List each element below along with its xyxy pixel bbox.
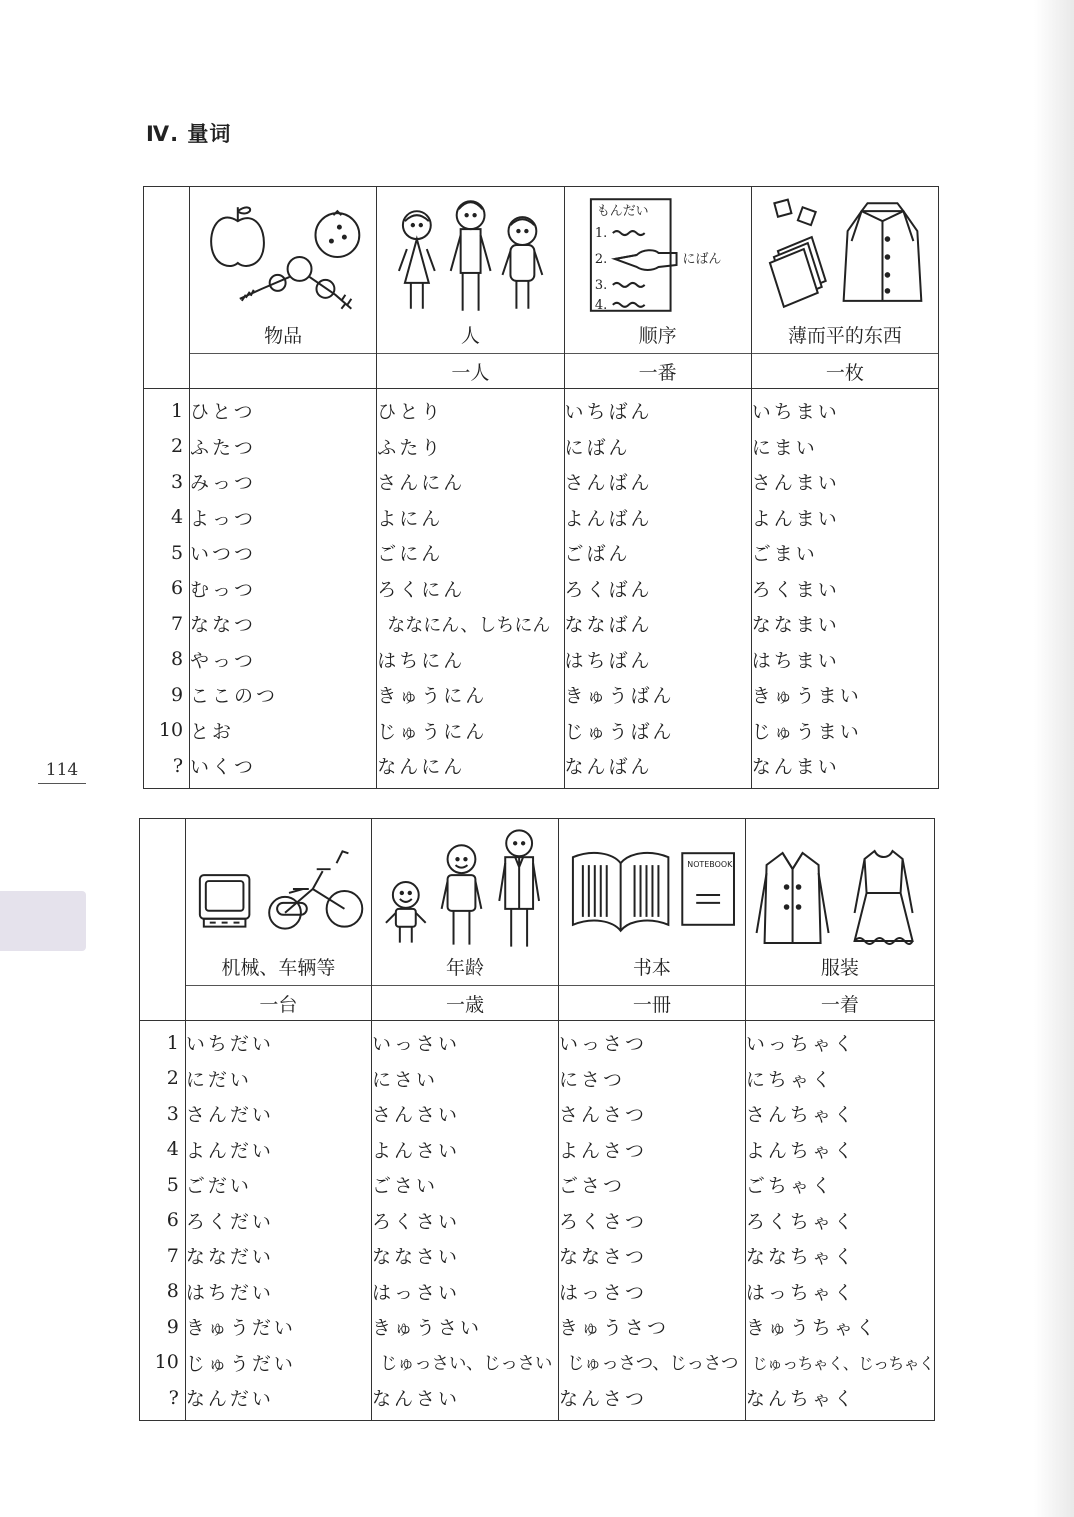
reading-cell: よんちゃく [745,1132,934,1168]
reading-cell: いっちゃく [745,1021,934,1061]
reading-cell: にだい [185,1061,371,1097]
category-label: 服装 [820,957,859,979]
section-title: Ⅳ. 量词 [146,122,232,146]
reading-cell: ひとつ [190,389,377,429]
reading-cell: なんまい [751,748,938,788]
reading-cell: よんばん [564,500,751,536]
reading-cell: にさい [372,1061,559,1097]
table-row [144,464,939,500]
category-label: 书本 [632,957,671,979]
category-cell [372,819,559,986]
list-number-label: 1. [594,226,607,242]
counter-cell: 一人 [377,354,564,389]
apple-orange-keys-icon [190,191,376,321]
row-number: ? [144,748,190,788]
reading-cell: ろくだい [185,1203,371,1239]
reading-cell: なんだい [185,1380,371,1420]
reading-cell: はちだい [185,1274,371,1310]
table-row [140,1309,935,1345]
tv-and-bicycle-icon [186,823,371,953]
list-number-label: 4. [594,297,607,313]
reading-cell: なんちゃく [745,1380,934,1420]
reading-cell: ななだい [185,1238,371,1274]
category-label: 年龄 [445,957,484,979]
reading-cell: よっつ [190,500,377,536]
table-corner [144,187,190,389]
reading-cell: いちまい [751,389,938,429]
reading-cell: きゅうにん [377,677,564,713]
row-number: 5 [144,535,190,571]
table-corner [140,819,186,1021]
reading-cell: ななちゃく [745,1238,934,1274]
reading-cell: ここのつ [190,677,377,713]
reading-cell: いくつ [190,748,377,788]
reading-cell: ななにん、しちにん [377,606,564,642]
table-row [144,429,939,465]
reading-cell: じゅっさい、じっさい [372,1345,559,1381]
mondai-label: もんだい [596,204,649,220]
side-tab-marker [0,891,86,951]
table-row [140,1345,935,1381]
category-cell [751,187,938,354]
row-number: 10 [144,713,190,749]
counter-cell: 一番 [564,354,751,389]
page-number: 114 [38,760,86,784]
row-number: 7 [144,606,190,642]
book-and-notebook-icon [559,823,745,953]
reading-cell: さんだい [185,1096,371,1132]
counter-table-1 [143,186,939,789]
row-number: 3 [144,464,190,500]
reading-cell: はちにん [377,642,564,678]
table-row [144,389,939,429]
table-row [144,606,939,642]
reading-cell: ななばん [564,606,751,642]
table-row [140,1167,935,1203]
row-number: 6 [144,571,190,607]
table-row [144,571,939,607]
reading-cell: きゅうまい [751,677,938,713]
reading-cell: とお [190,713,377,749]
reading-cell: ろくまい [751,571,938,607]
reading-cell: さんさい [372,1096,559,1132]
reading-cell: ごだい [185,1167,371,1203]
table-row [144,500,939,536]
people-icon [377,191,563,321]
counter-cell [190,354,377,389]
reading-cell: ごにん [377,535,564,571]
reading-cell: はっさつ [558,1274,745,1310]
reading-cell: ろくちゃく [745,1203,934,1239]
reading-cell: いっさい [372,1021,559,1061]
row-number: 3 [140,1096,186,1132]
row-number: ? [140,1380,186,1420]
row-number: 9 [144,677,190,713]
table-row [140,1021,935,1061]
reading-cell: みっつ [190,464,377,500]
reading-cell: ごまい [751,535,938,571]
page-edge-shadow [1034,0,1074,1517]
row-number: 8 [140,1274,186,1310]
reading-cell: にばん [564,429,751,465]
row-number: 4 [140,1132,186,1168]
reading-cell: いっさつ [558,1021,745,1061]
reading-cell: じゅうにん [377,713,564,749]
category-cell [745,819,934,986]
reading-cell: さんちゃく [745,1096,934,1132]
reading-cell: じゅうだい [185,1345,371,1381]
row-number: 2 [144,429,190,465]
reading-cell: さんばん [564,464,751,500]
paper-and-shirt-icon [752,191,938,321]
reading-cell: なんさつ [558,1380,745,1420]
counter-cell: 一歳 [372,986,559,1021]
coat-and-dress-icon [746,823,934,953]
reading-cell: ろくばん [564,571,751,607]
reading-cell: はっさい [372,1274,559,1310]
category-label: 人 [460,325,480,347]
category-cell [377,187,564,354]
reading-cell: ごさい [372,1167,559,1203]
reading-cell: さんまい [751,464,938,500]
reading-cell: さんさつ [558,1096,745,1132]
question-list-icon [565,191,751,321]
reading-cell: ごちゃく [745,1167,934,1203]
row-number: 10 [140,1345,186,1381]
reading-cell: にまい [751,429,938,465]
reading-cell: じゅうまい [751,713,938,749]
reading-cell: ななさい [372,1238,559,1274]
reading-cell: ろくにん [377,571,564,607]
reading-cell: いちだい [185,1021,371,1061]
reading-cell: ななさつ [558,1238,745,1274]
reading-cell: よにん [377,500,564,536]
row-number: 1 [144,389,190,429]
reading-cell: よんさい [372,1132,559,1168]
table-row [144,748,939,788]
reading-cell: ななつ [190,606,377,642]
row-number: 4 [144,500,190,536]
reading-cell: ごばん [564,535,751,571]
notebook-label: NOTEBOOK [687,860,733,870]
reading-cell: じゅっちゃく、じっちゃく [745,1345,934,1381]
reading-cell: ふたつ [190,429,377,465]
reading-cell: よんだい [185,1132,371,1168]
row-number: 1 [140,1021,186,1061]
reading-cell: じゅっさつ、じっさつ [558,1345,745,1381]
reading-cell: きゅうちゃく [745,1309,934,1345]
category-cell [564,187,751,354]
table-row [140,1096,935,1132]
category-cell [190,187,377,354]
reading-cell: よんまい [751,500,938,536]
list-number-label: 3. [594,277,607,293]
reading-cell: むっつ [190,571,377,607]
table-row [144,713,939,749]
table-row [140,1380,935,1420]
reading-cell: ななまい [751,606,938,642]
row-number: 5 [140,1167,186,1203]
reading-cell: なんにん [377,748,564,788]
reading-cell: きゅうだい [185,1309,371,1345]
reading-cell: なんばん [564,748,751,788]
reading-cell: はっちゃく [745,1274,934,1310]
table-row [140,1274,935,1310]
reading-cell: いちばん [564,389,751,429]
counter-cell: 一枚 [751,354,938,389]
reading-cell: いつつ [190,535,377,571]
niban-label: にばん [682,251,721,267]
table-row [144,677,939,713]
table-row [144,642,939,678]
row-number: 9 [140,1309,186,1345]
reading-cell: にさつ [558,1061,745,1097]
category-label: 顺序 [638,325,677,347]
reading-cell: やっつ [190,642,377,678]
table-row [140,1061,935,1097]
row-number: 6 [140,1203,186,1239]
table-row [140,1132,935,1168]
reading-cell: きゅうばん [564,677,751,713]
row-number: 7 [140,1238,186,1274]
category-label: 机械、车辆等 [221,957,336,979]
category-cell [558,819,745,986]
reading-cell: ろくさい [372,1203,559,1239]
row-number: 8 [144,642,190,678]
row-number: 2 [140,1061,186,1097]
list-number-label: 2. [594,251,607,267]
table-row [144,535,939,571]
reading-cell: なんさい [372,1380,559,1420]
reading-cell: きゅうさい [372,1309,559,1345]
counter-cell: 一台 [185,986,371,1021]
counter-cell: 一冊 [558,986,745,1021]
reading-cell: ろくさつ [558,1203,745,1239]
reading-cell: はちばん [564,642,751,678]
reading-cell: よんさつ [558,1132,745,1168]
reading-cell: じゅうばん [564,713,751,749]
age-people-icon [372,823,558,953]
table-row [140,1203,935,1239]
reading-cell: きゅうさつ [558,1309,745,1345]
counter-cell: 一着 [745,986,934,1021]
reading-cell: ふたり [377,429,564,465]
reading-cell: にちゃく [745,1061,934,1097]
reading-cell: ごさつ [558,1167,745,1203]
table-row [140,1238,935,1274]
reading-cell: さんにん [377,464,564,500]
reading-cell: はちまい [751,642,938,678]
counter-table-2 [139,818,935,1421]
reading-cell: ひとり [377,389,564,429]
category-cell [185,819,371,986]
category-label: 薄而平的东西 [787,325,902,347]
category-label: 物品 [264,325,303,347]
